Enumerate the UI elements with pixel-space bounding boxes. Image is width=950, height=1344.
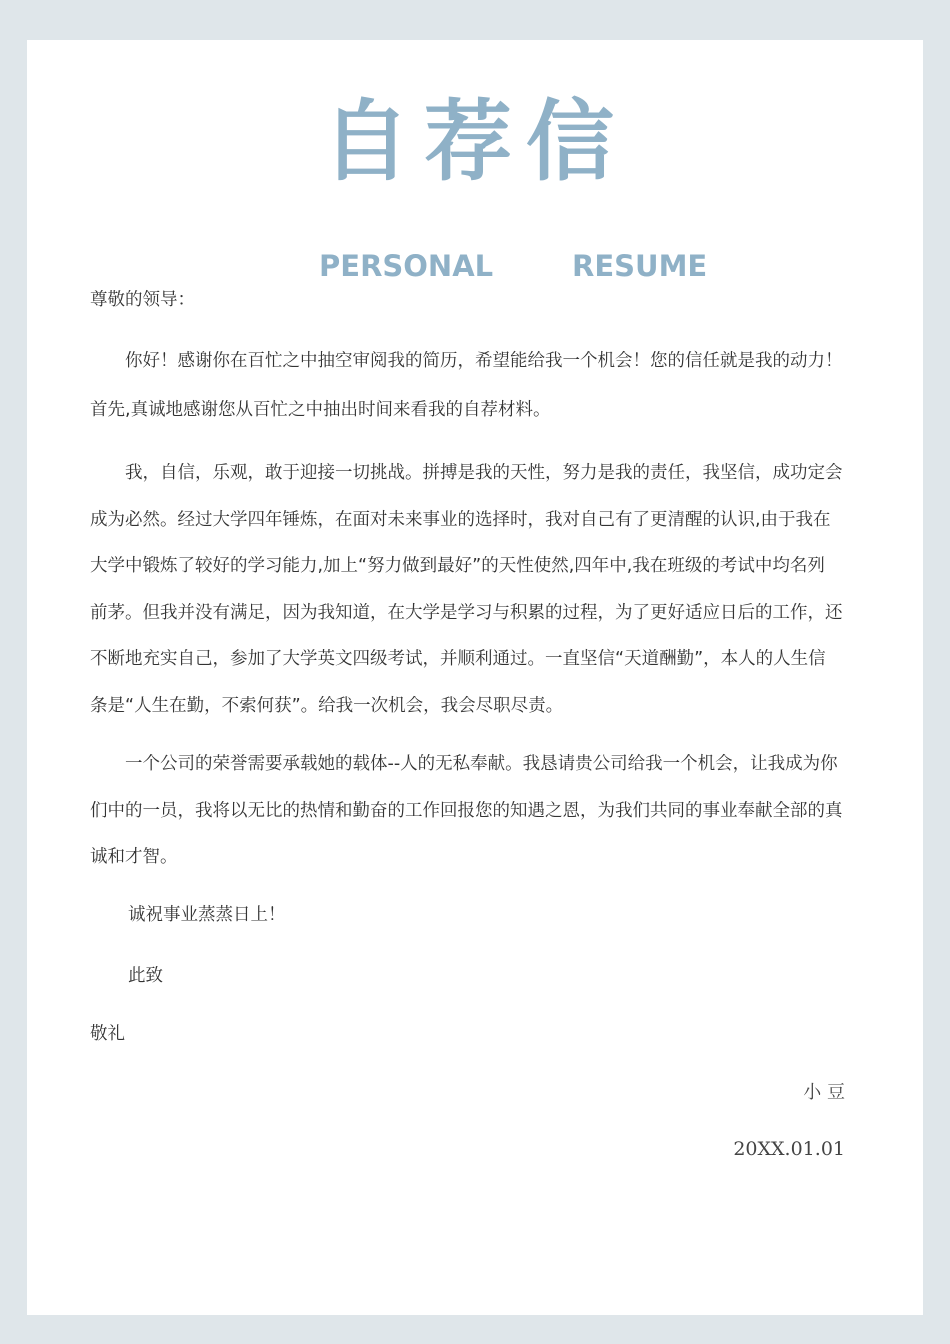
paragraph-line: 首先,真诚地感谢您从百忙之中抽出时间来看我的自荐材料。	[90, 399, 551, 420]
wish-line: 诚祝事业蒸蒸日上！	[128, 905, 286, 925]
paragraph-line: 大学中锻炼了较好的学习能力,加上“努力做到最好”的天性使然,四年中,我在班级的考试中均名列	[90, 556, 825, 576]
paragraph-line: 我，自信，乐观，敢于迎接一切挑战。拼搏是我的天性，努力是我的责任，我坚信，成功定会	[125, 463, 843, 483]
paragraph-line: 一个公司的荣誉需要承载她的载体--人的无私奉献。我恳请贵公司给我一个机会，让我成为你	[125, 754, 838, 774]
paragraph-line: 诚和才智。	[90, 847, 178, 867]
paragraph-greeting	[90, 338, 850, 449]
paragraph-line: 不断地充实自己，参加了大学英文四级考试，并顺利通过。一直坚信“天道酬勤”，本人的人生信	[90, 649, 826, 669]
date: 20XX.01.01	[733, 1138, 845, 1160]
paragraph-self-intro	[90, 450, 850, 729]
paragraph-line: 前茅。但我并没有满足，因为我知道，在大学是学习与积累的过程，为了更好适应日后的工作，还	[90, 602, 843, 623]
paragraph-line: 们中的一员，我将以无比的热情和勤奋的工作回报您的知遇之恩，为我们共同的事业奉献全部的真	[90, 800, 843, 821]
paragraph-request	[90, 741, 850, 881]
subtitle-resume: RESUME	[572, 249, 708, 283]
closing-jingli: 敬礼	[90, 1024, 125, 1044]
paragraph-line: 成为必然。经过大学四年锤炼，在面对未来事业的选择时，我对自己有了更清醒的认识,由于我在	[90, 509, 831, 530]
signature: 小 豆	[803, 1082, 845, 1103]
paragraph-line: 条是“人生在勤，不索何获”。给我一次机会，我会尽职尽责。	[90, 695, 564, 716]
letter-page	[27, 40, 923, 1315]
closing-cizhi: 此致	[128, 966, 163, 986]
subtitle-personal: PERSONAL	[319, 249, 494, 283]
paragraph-line: 你好！感谢你在百忙之中抽空审阅我的简历，希望能给我一个机会！您的信任就是我的动力！	[125, 351, 843, 371]
salutation: 尊敬的领导：	[90, 290, 195, 310]
page-title: 自荐信	[321, 90, 628, 193]
